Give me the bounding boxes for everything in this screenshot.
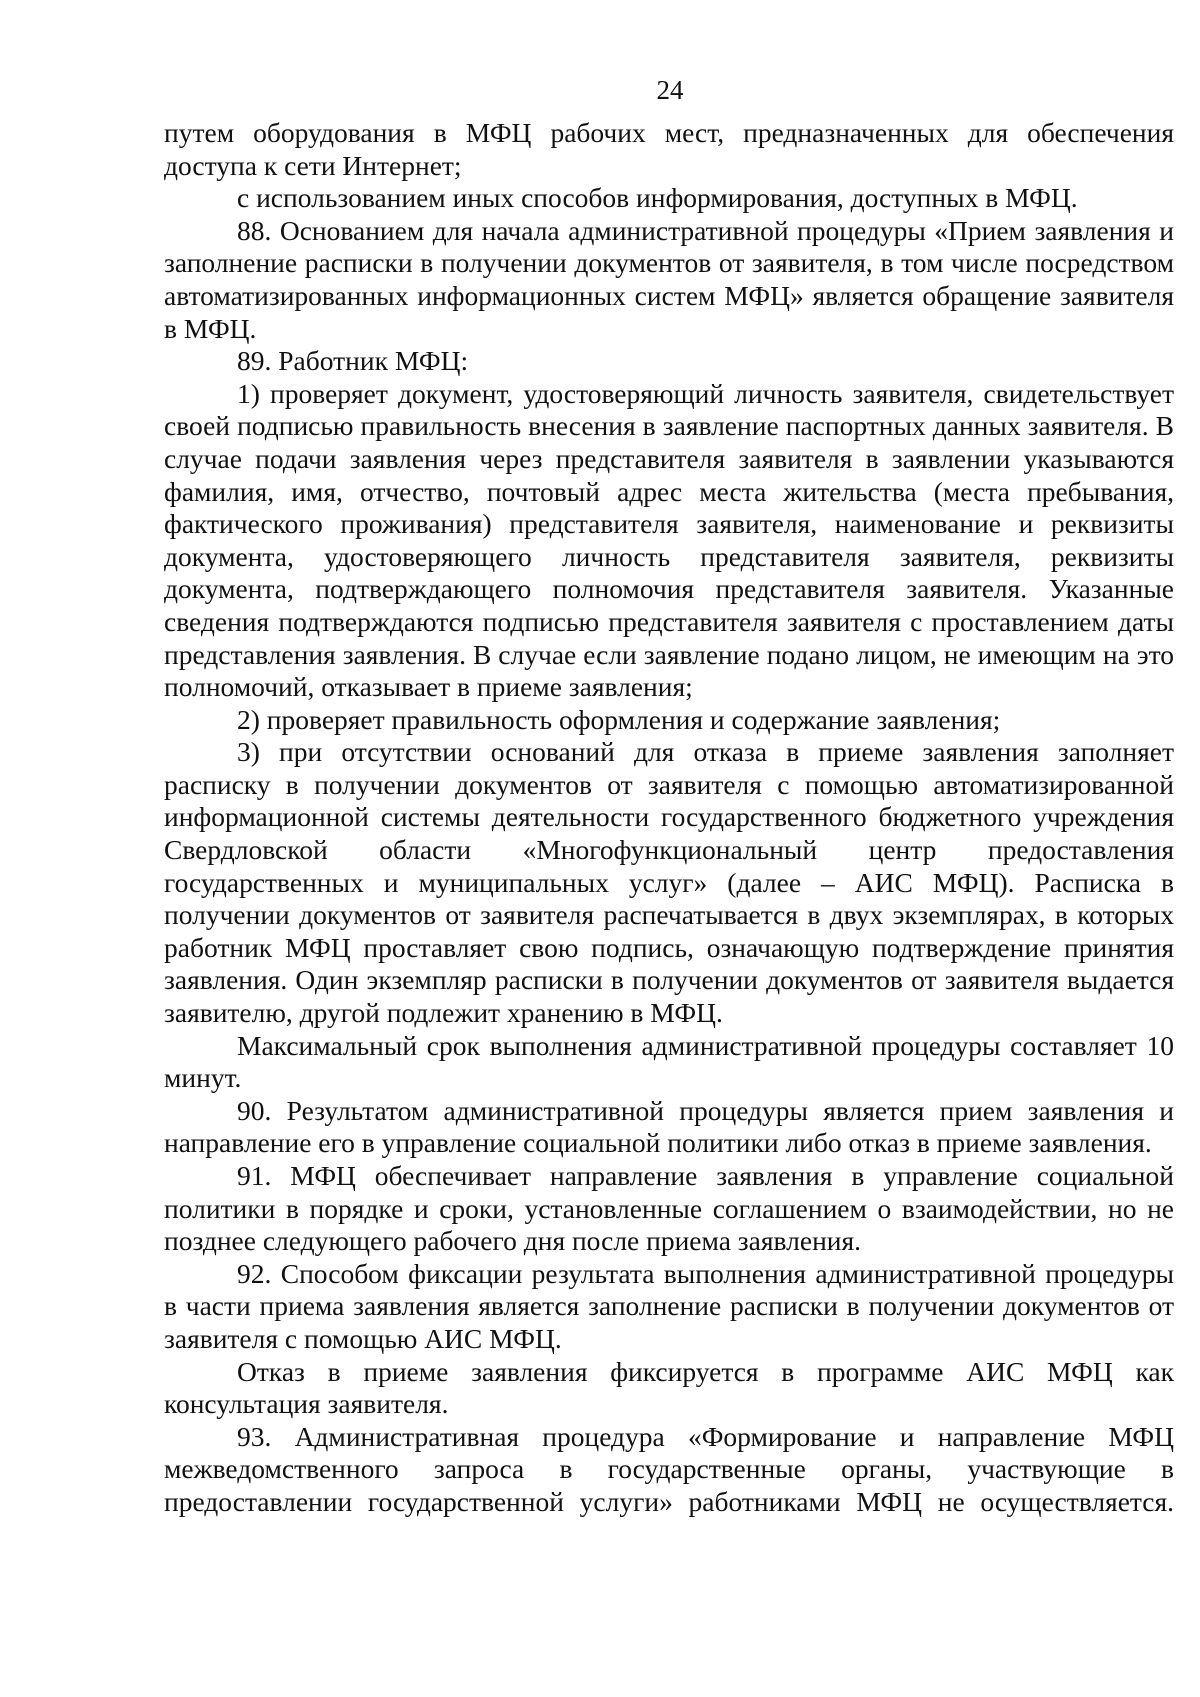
paragraph: 3) при отсутствии оснований для отказа в приеме заявления заполняет расписку в получении документов от заявителя с помощью автоматизированной информационной системы деятельности государственного бюджетного учреждения Свердловской области «Многофункциональный центр предоставления государственных и муниципальных услуг» (далее – АИС МФЦ). Расписка в получении документов от заявителя распечатывается в двух экземплярах, в которых работник МФЦ проставляет свою подпись, означающую подтверждение принятия заявления. Один экземпляр расписки в получении документов от заявителя выдается заявителю, другой подлежит хранению в МФЦ. [164,736,1174,1029]
paragraph: путем оборудования в МФЦ рабочих мест, предназначенных для обеспечения доступа к сети Интернет; [164,117,1174,181]
paragraph: 93. Административная процедура «Формирование и направление МФЦ межведомственного запроса в государственные органы, участвующие в предоставлении государственной услуги» работниками МФЦ не осуществляется. [164,1420,1174,1517]
paragraph: Максимальный срок выполнения административной процедуры составляет 10 минут. [164,1029,1174,1094]
document-body [164,117,1174,1519]
paragraph: 88. Основанием для начала административной процедуры «Прием заявления и заполнение расписки в получении документов от заявителя, в том числе посредством автоматизированных информационных систем МФЦ» является обращение заявителя в МФЦ. [164,214,1174,344]
paragraph: 91. МФЦ обеспечивает направление заявления в управление социальной политики в порядке и сроки, установленные соглашением о взаимодействии, но не позднее следующего рабочего дня после приема заявления. [164,1160,1174,1257]
paragraph: 92. Способом фиксации результата выполнения административной процедуры в части приема заявления является заполнение расписки в получении документов от заявителя с помощью АИС МФЦ. [164,1257,1174,1354]
paragraph: 1) проверяет документ, удостоверяющий личность заявителя, свидетельствует своей подписью правильность внесения в заявление паспортных данных заявителя. В случае подачи заявления через представителя заявителя в заявлении указываются фамилия, имя, отчество, почтовый адрес места жительства (места пребывания, фактического проживания) представителя заявителя, наименование и реквизиты документа, удостоверяющего личность представителя заявителя, реквизиты документа, подтверждающего полномочия представителя заявителя. Указанные сведения подтверждаются подписью представителя заявителя с проставлением даты представления заявления. В случае если заявление подано лицом, не имеющим на это полномочий, отказывает в приеме заявления; [164,377,1174,703]
paragraph: 89. Работник МФЦ: [237,345,469,377]
paragraph: 2) проверяет правильность оформления и содержание заявления; [237,703,1001,735]
page-number: 24 [656,75,684,105]
paragraph: Отказ в приеме заявления фиксируется в программе АИС МФЦ как консультация заявителя. [164,1355,1174,1420]
paragraph: 90. Результатом административной процедуры является прием заявления и направление его в управление социальной политики либо отказ в приеме заявления. [164,1094,1174,1159]
paragraph: с использованием иных способов информирования, доступных в МФЦ. [237,182,1078,214]
